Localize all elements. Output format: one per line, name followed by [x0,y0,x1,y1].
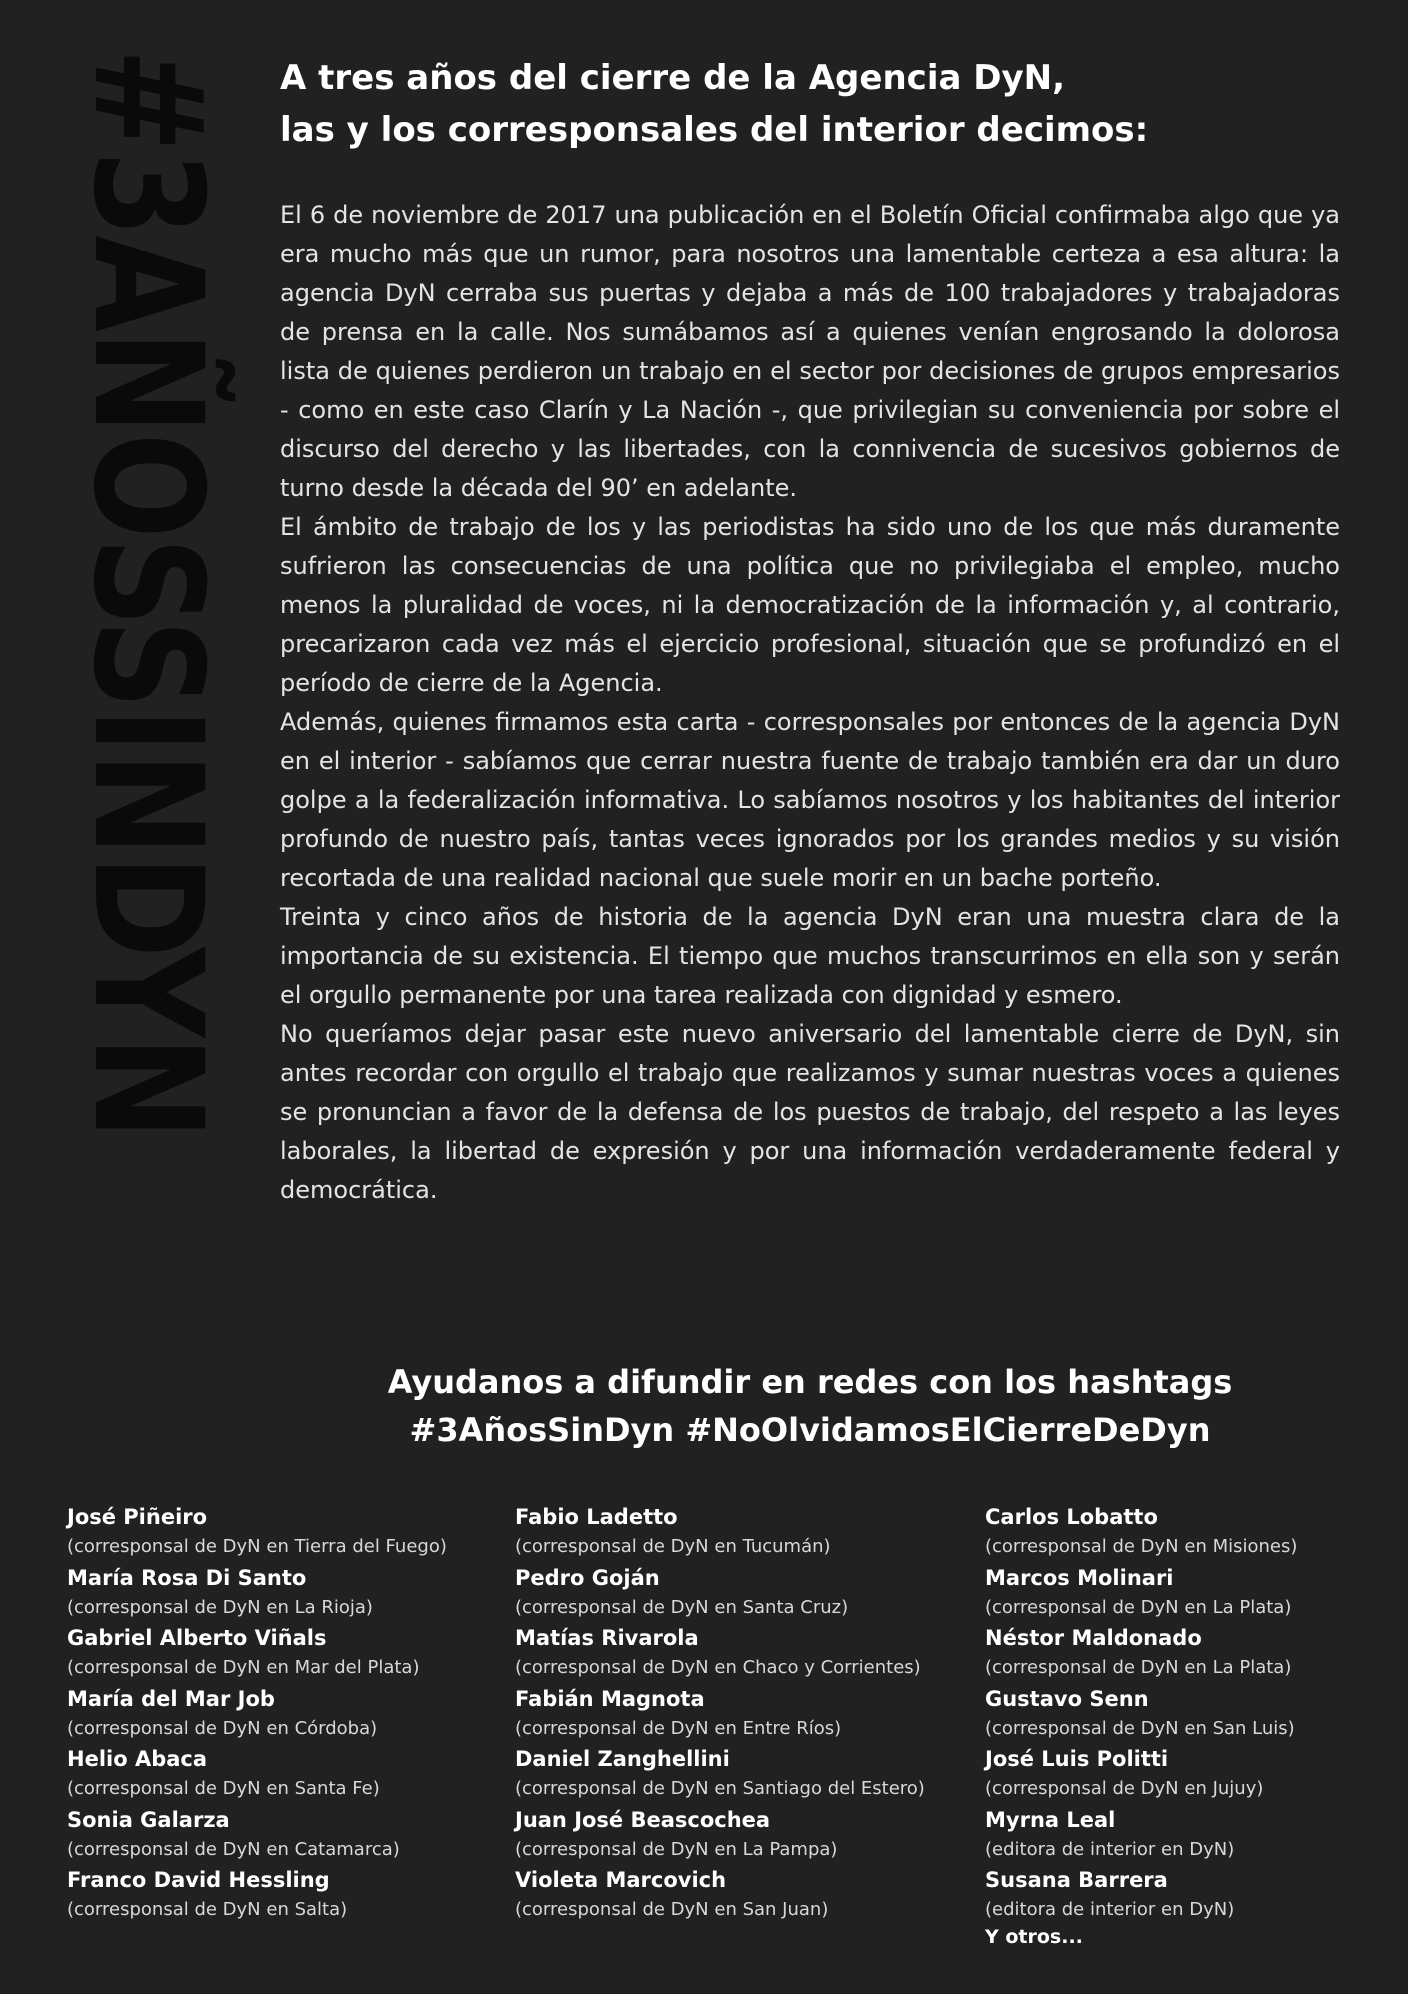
signer-name: Carlos Lobatto [985,1505,1158,1529]
headline [280,52,1340,156]
signer-role: (corresponsal de DyN en La Plata) [985,1596,1292,1618]
signers-column-2 [515,1502,975,1926]
signer-role: (corresponsal de DyN en Tierra del Fuego) [67,1536,447,1557]
signer [985,1744,1405,1805]
signer-role: (corresponsal de DyN en Tucumán) [515,1536,831,1557]
others-label: Y otros... [985,1925,1083,1948]
signer [515,1623,975,1684]
signer-name: Marcos Molinari [985,1565,1174,1590]
signer-role: (corresponsal de DyN en La Pampa) [515,1838,838,1860]
signer-name: Sonia Galarza [67,1807,230,1832]
signer-role: (editora de interior en DyN) [985,1899,1235,1920]
paragraph: Además, quienes firmamos esta carta - corresponsales por entonces de la agencia DyN en el interior - sabíamos que cerrar nuestra fuente de trabajo también era dar un duro golpe a la federalización informativa. Lo sabíamos nosotros y los habitantes del interior profundo de nuestro país, tantas veces ignorados por los grandes medios y su visión recortada de una realidad nacional que suele morir en un bache porteño. [280,708,1340,892]
paragraph: El 6 de noviembre de 2017 una publicación en el Boletín Oficial confirmaba algo que ya era mucho más que un rumor, para nosotros una lamentable certeza a esa altura: la agencia DyN cerraba sus puertas y dejaba a más de 100 trabajadores y trabajadoras de prensa en la calle. Nos sumábamos así a quienes venían engrosando la dolorosa lista de quienes perdieron un trabajo en el sector por decisiones de grupos empresarios - como en este caso Clarín y La Nación -, que privilegian su conveniencia por sobre el discurso del derecho y las libertades, con la connivencia de sucesivos gobiernos de turno desde la década del 90’ en adelante. [280,201,1340,502]
signer-name: Fabián Magnota [515,1686,705,1711]
signer-name: Franco David Hessling [67,1868,330,1892]
vertical-hashtag-text: #3AÑOSSINDYN [60,48,234,1139]
headline-line-1: A tres años del cierre de la Agencia DyN, [280,58,1066,98]
signer-role: (corresponsal de DyN en Entre Ríos) [515,1717,842,1739]
signers-column-3 [985,1502,1405,1950]
paragraph: Treinta y cinco años de historia de la agencia DyN eran una muestra clara de la importancia de su existencia. El tiempo que muchos transcurrimos en ella son y serán el orgullo permanente por una tarea realizada con dignidad y esmero. [280,903,1340,1009]
signer-name: Pedro Goján [515,1565,660,1590]
letter-body [280,196,1340,1210]
signer-name: José Luis Politti [985,1747,1169,1771]
signer-role: (corresponsal de DyN en Santa Cruz) [515,1596,849,1618]
signer [67,1865,507,1926]
signer [67,1563,507,1624]
signer [67,1744,507,1805]
signer-role: (corresponsal de DyN en Chaco y Corrientes) [515,1657,921,1678]
signer-name: María del Mar Job [67,1686,275,1711]
signer [985,1502,1405,1563]
signer [67,1684,507,1745]
signer-name: Daniel Zanghellini [515,1747,730,1771]
signer-name: Gabriel Alberto Viñals [67,1626,327,1650]
signer-role: (corresponsal de DyN en Misiones) [985,1536,1298,1557]
signer-name: Fabio Ladetto [515,1505,678,1529]
signer-role: (corresponsal de DyN en Mar del Plata) [67,1657,420,1678]
headline-line-2: las y los corresponsales del interior decimos: [280,110,1149,150]
signer-name: Gustavo Senn [985,1686,1149,1711]
signer-name: María Rosa Di Santo [67,1565,307,1590]
signer-name: Susana Barrera [985,1868,1168,1892]
signer-role: (corresponsal de DyN en San Juan) [515,1899,829,1920]
signer [985,1563,1405,1624]
signer [515,1805,975,1866]
signer [515,1563,975,1624]
signers-column-1 [67,1502,507,1926]
paragraph: No queríamos dejar pasar este nuevo aniversario del lamentable cierre de DyN, sin antes recordar con orgullo el trabajo que realizamos y sumar nuestras voces a quienes se pronuncian a favor de la defensa de los puestos de trabajo, del respeto a las leyes laborales, la libertad de expresión y por una información verdaderamente federal y democrática. [280,1020,1340,1204]
signer [515,1684,975,1745]
vertical-hashtag-banner [60,48,234,1448]
signer-name: Néstor Maldonado [985,1626,1202,1650]
signer-role: (corresponsal de DyN en Santiago del Estero) [515,1778,925,1799]
signer-role: (corresponsal de DyN en Santa Fe) [67,1778,380,1799]
cta-line-1: Ayudanos a difundir en redes con los hashtags [387,1363,1233,1401]
signer-role: (corresponsal de DyN en San Luis) [985,1717,1295,1739]
signer [985,1623,1405,1684]
signer-name: José Piñeiro [67,1505,208,1529]
signer-name: Myrna Leal [985,1807,1116,1832]
signer-role: (corresponsal de DyN en Catamarca) [67,1838,400,1860]
hashtag-call-to-action [280,1358,1340,1454]
signer-name: Helio Abaca [67,1747,208,1771]
signer [515,1865,975,1926]
paragraph: El ámbito de trabajo de los y las periodistas ha sido uno de los que más duramente sufrieron las consecuencias de una política que no privilegiaba el empleo, mucho menos la pluralidad de voces, ni la democratización de la información y, al contrario, precarizaron cada vez más el ejercicio profesional, situación que se profundizó en el período de cierre de la Agencia. [280,513,1340,697]
signer-role: (editora de interior en DyN) [985,1838,1235,1860]
signer [515,1502,975,1563]
signer [67,1502,507,1563]
signer [985,1805,1405,1866]
signer [67,1623,507,1684]
signer [67,1805,507,1866]
signer-role: (corresponsal de DyN en La Plata) [985,1657,1292,1678]
signer-role: (corresponsal de DyN en Salta) [67,1899,348,1920]
signer-role: (corresponsal de DyN en La Rioja) [67,1596,373,1618]
signer-name: Matías Rivarola [515,1626,699,1650]
signer-name: Violeta Marcovich [515,1868,727,1892]
signer [985,1684,1405,1745]
signer-role: (corresponsal de DyN en Córdoba) [67,1717,378,1739]
cta-hashtags: #3AñosSinDyn #NoOlvidamosElCierreDeDyn [409,1411,1211,1449]
signer [985,1865,1405,1926]
signer [515,1744,975,1805]
signer-role: (corresponsal de DyN en Jujuy) [985,1778,1264,1799]
signer-name: Juan José Beascochea [515,1807,771,1832]
